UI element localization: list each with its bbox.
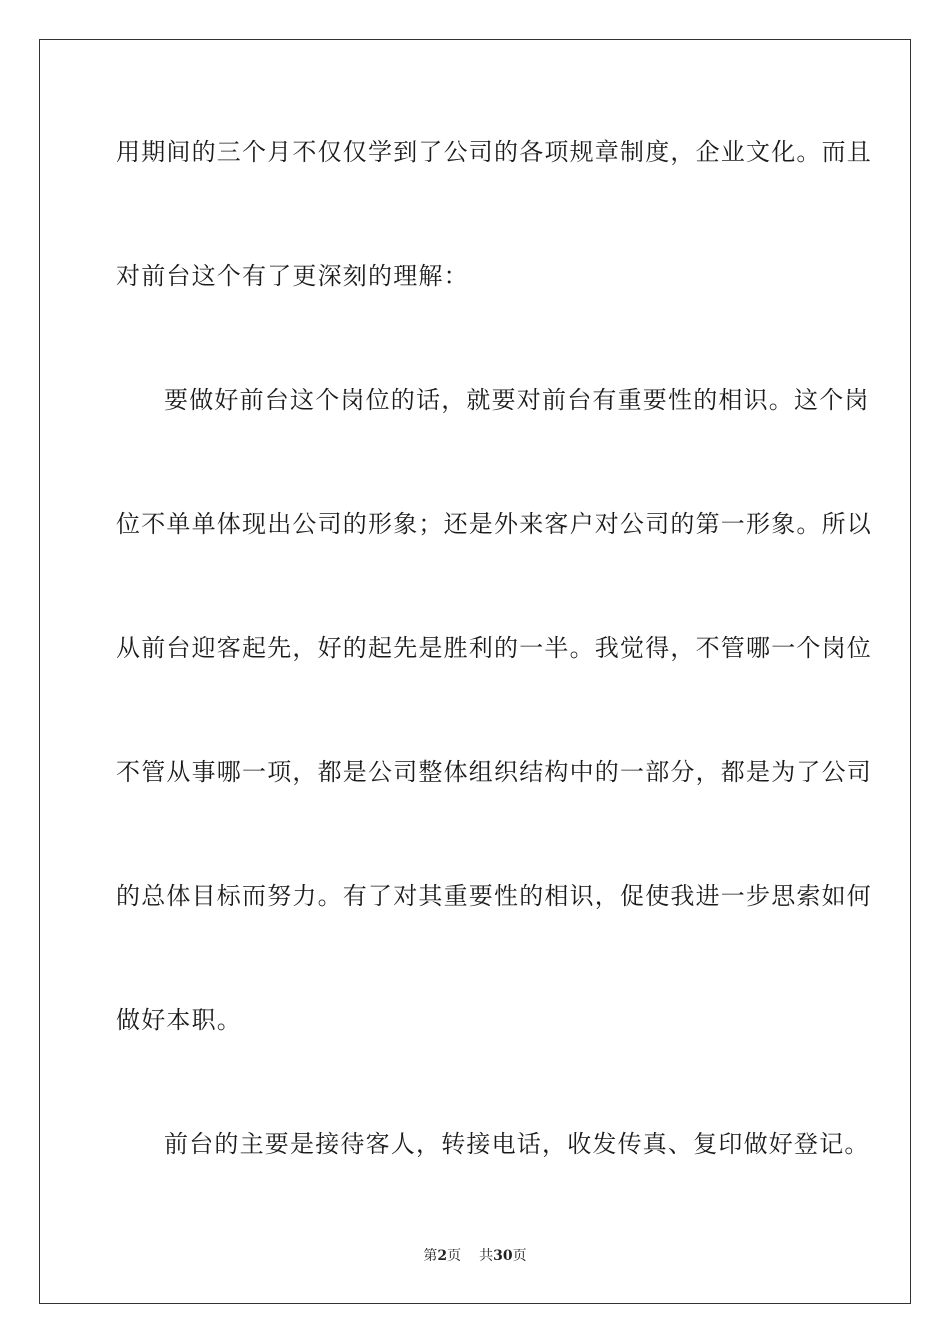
- footer-page-suffix: 页: [447, 1248, 462, 1264]
- footer-total-prefix: 共: [479, 1248, 494, 1264]
- page-border: [39, 39, 911, 1304]
- body-line-2: 对前台这个有了更深刻的理解：: [116, 262, 469, 290]
- body-line-9: 前台的主要是接待客人，转接电话，收发传真、复印做好登记。: [164, 1130, 870, 1158]
- footer-total-pages: 30: [493, 1248, 513, 1264]
- footer-page-prefix: 第: [423, 1248, 438, 1264]
- body-line-5: 从前台迎客起先，好的起先是胜利的一半。我觉得，不管哪一个岗位: [116, 634, 872, 662]
- footer-total-suffix: 页: [512, 1248, 527, 1264]
- page-footer: [0, 1247, 950, 1265]
- body-line-6: 不管从事哪一项，都是公司整体组织结构中的一部分，都是为了公司: [116, 758, 872, 786]
- body-line-7: 的总体目标而努力。有了对其重要性的相识，促使我进一步思索如何: [116, 882, 872, 910]
- body-line-4: 位不单单体现出公司的形象；还是外来客户对公司的第一形象。所以: [116, 510, 872, 538]
- body-line-3: 要做好前台这个岗位的话，就要对前台有重要性的相识。这个岗: [164, 386, 870, 414]
- body-line-8: 做好本职。: [116, 1006, 242, 1034]
- footer-page-number: 2: [437, 1248, 448, 1264]
- body-line-1: 用期间的三个月不仅仅学到了公司的各项规章制度，企业文化。而且: [116, 138, 872, 166]
